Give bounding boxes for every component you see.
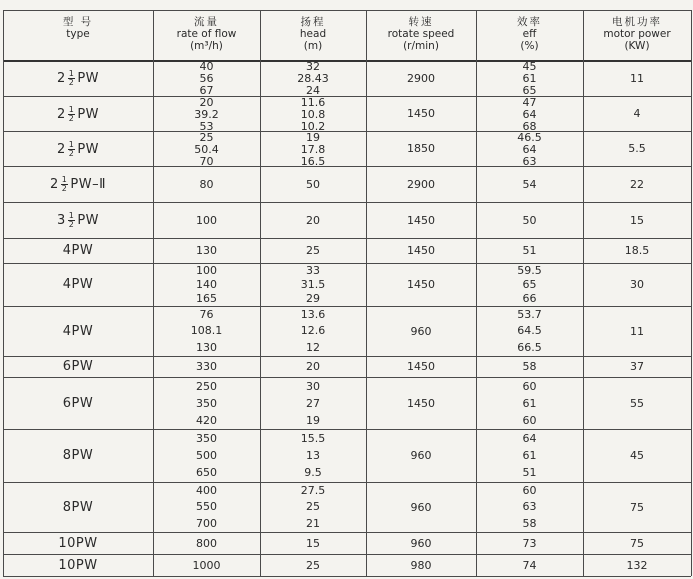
cell-model <box>3 357 153 377</box>
eff-value: 47 <box>522 96 537 109</box>
speed-value: 1450 <box>407 107 435 120</box>
header-unit-label: (%) <box>520 40 539 52</box>
header-cn-label: 转速 <box>408 16 434 28</box>
cell-model <box>3 239 153 263</box>
head-value: 11.6 <box>300 96 326 109</box>
header-cn-label: 扬程 <box>300 16 326 28</box>
speed-value: 960 <box>410 449 432 462</box>
cell-flow <box>153 533 260 554</box>
cell-model <box>3 430 153 482</box>
speed-value: 960 <box>410 500 432 514</box>
model-fraction <box>61 176 69 193</box>
cell-head <box>260 555 366 576</box>
cell-head <box>260 357 366 377</box>
cell-speed <box>366 307 476 356</box>
fraction-denominator: 2 <box>61 184 68 193</box>
head-value: 25 <box>306 500 320 514</box>
head-value: 32 <box>306 60 320 73</box>
header-unit-label: (r/min) <box>403 40 439 52</box>
cell-model <box>3 264 153 306</box>
power-value: 5.5 <box>628 142 646 155</box>
cell-flow <box>153 378 260 429</box>
header-en-label: head <box>299 28 327 40</box>
header-en-label: rate of flow <box>176 28 237 40</box>
cell-speed <box>366 483 476 532</box>
fraction-numerator: 1 <box>68 69 75 78</box>
eff-value: 53.7 <box>517 308 542 322</box>
eff-value: 61 <box>522 396 537 410</box>
head-value: 27 <box>306 396 320 410</box>
model-whole: 3 <box>56 213 66 228</box>
cell-speed <box>366 132 476 166</box>
pump-model: 4PW <box>62 323 94 339</box>
speed-value: 1450 <box>407 244 435 257</box>
fraction-numerator: 1 <box>68 104 75 114</box>
head-value: 20 <box>306 360 320 373</box>
cell-eff <box>476 97 583 131</box>
header-cell-power <box>583 16 691 58</box>
cell-eff <box>476 167 583 202</box>
speed-value: 960 <box>410 324 432 338</box>
header-cn-label: 型 号 <box>62 16 94 28</box>
eff-value: 60 <box>522 379 537 393</box>
flow-value: 40 <box>199 60 214 73</box>
cell-flow <box>153 97 260 131</box>
model-whole: 2 <box>56 141 66 157</box>
flow-value: 700 <box>196 516 217 530</box>
flow-value: 76 <box>199 308 214 322</box>
cell-power <box>583 61 691 96</box>
model-fraction <box>68 141 76 158</box>
cell-model <box>3 97 153 131</box>
flow-value: 56 <box>199 72 214 85</box>
cell-flow <box>153 357 260 377</box>
cell-speed <box>366 533 476 554</box>
header-cell-eff <box>476 16 583 58</box>
cell-model <box>3 533 153 554</box>
cell-model <box>3 132 153 166</box>
head-value: 19 <box>306 131 320 144</box>
cell-head <box>260 61 366 96</box>
cell-flow <box>153 239 260 263</box>
eff-value: 59.5 <box>517 264 542 277</box>
eff-value: 63 <box>522 155 537 168</box>
eff-value: 51 <box>522 244 537 257</box>
cell-power <box>583 167 691 202</box>
eff-value: 66 <box>522 292 537 305</box>
header-en-label: type <box>66 28 90 40</box>
cell-model <box>3 378 153 429</box>
cell-power <box>583 97 691 131</box>
flow-value: 650 <box>196 466 217 480</box>
power-value: 4 <box>633 107 641 120</box>
cell-head <box>260 378 366 429</box>
cell-head <box>260 307 366 356</box>
head-value: 30 <box>306 379 320 393</box>
eff-value: 64.5 <box>517 324 542 338</box>
flow-value: 100 <box>196 264 217 277</box>
speed-value: 2900 <box>407 71 435 85</box>
cell-speed <box>366 61 476 96</box>
fraction-denominator: 2 <box>68 220 75 229</box>
cell-flow <box>153 555 260 576</box>
cell-model <box>3 555 153 576</box>
flow-value: 350 <box>196 396 217 410</box>
header-cn-label: 效率 <box>517 16 542 28</box>
head-value: 17.8 <box>300 143 326 156</box>
flow-value: 25 <box>199 131 214 144</box>
cell-power <box>583 378 691 429</box>
eff-value: 46.5 <box>517 131 542 144</box>
speed-value: 1850 <box>407 142 435 155</box>
power-value: 45 <box>630 449 644 462</box>
cell-speed <box>366 97 476 131</box>
cell-speed <box>366 203 476 238</box>
cell-model <box>3 203 153 238</box>
model-whole: 2 <box>50 177 59 192</box>
head-value: 50 <box>306 177 320 191</box>
cell-power <box>583 533 691 554</box>
cell-flow <box>153 203 260 238</box>
head-value: 24 <box>306 84 320 97</box>
cell-eff <box>476 203 583 238</box>
fraction-numerator: 1 <box>61 175 68 184</box>
cell-power <box>583 357 691 377</box>
head-value: 15 <box>306 536 320 550</box>
cell-model <box>3 167 153 202</box>
power-value: 75 <box>630 536 644 550</box>
pump-model: 6PW <box>62 395 94 411</box>
cell-power <box>583 555 691 576</box>
power-value: 55 <box>630 396 644 410</box>
power-value: 22 <box>630 177 644 191</box>
flow-value: 130 <box>196 340 217 354</box>
cell-speed <box>366 264 476 306</box>
header-en-label: motor power <box>603 28 671 40</box>
head-value: 13 <box>306 448 320 462</box>
header-unit-label: (KW) <box>624 40 650 52</box>
model-suffix: PW <box>77 106 100 122</box>
pump-model: 10PW <box>58 557 98 573</box>
cell-eff <box>476 264 583 306</box>
cell-flow <box>153 167 260 202</box>
eff-value: 50 <box>522 213 537 227</box>
flow-value: 1000 <box>192 558 221 572</box>
flow-value: 550 <box>196 500 217 514</box>
flow-value: 140 <box>196 278 217 291</box>
header-unit-label: (m³/h) <box>190 40 223 52</box>
eff-value: 54 <box>522 177 537 191</box>
power-value: 15 <box>630 213 644 227</box>
cell-power <box>583 483 691 532</box>
eff-value: 68 <box>522 120 537 133</box>
cell-eff <box>476 430 583 482</box>
head-value: 10.8 <box>300 108 326 121</box>
cell-power <box>583 307 691 356</box>
flow-value: 80 <box>199 177 214 191</box>
flow-value: 130 <box>196 244 217 257</box>
head-value: 20 <box>306 213 320 227</box>
eff-value: 74 <box>522 558 537 572</box>
cell-speed <box>366 555 476 576</box>
speed-value: 1450 <box>407 278 435 291</box>
cell-head <box>260 430 366 482</box>
eff-value: 65 <box>522 278 537 291</box>
cell-flow <box>153 430 260 482</box>
flow-value: 330 <box>196 360 217 373</box>
cell-head <box>260 483 366 532</box>
head-value: 15.5 <box>300 431 326 445</box>
cell-speed <box>366 239 476 263</box>
eff-value: 60 <box>522 413 537 427</box>
fraction-denominator: 2 <box>68 148 75 158</box>
model-fraction <box>68 70 76 87</box>
eff-value: 58 <box>522 360 537 373</box>
cell-eff <box>476 483 583 532</box>
pump-model <box>57 106 99 123</box>
cell-head <box>260 167 366 202</box>
column-divider <box>691 10 692 576</box>
cell-head <box>260 97 366 131</box>
cell-eff <box>476 239 583 263</box>
model-whole: 2 <box>56 106 66 122</box>
flow-value: 500 <box>196 448 217 462</box>
cell-eff <box>476 378 583 429</box>
header-cn-label: 流量 <box>194 16 219 28</box>
head-value: 16.5 <box>300 155 326 168</box>
cell-power <box>583 430 691 482</box>
cell-model <box>3 61 153 96</box>
flow-value: 53 <box>199 120 214 133</box>
header-cell-speed <box>366 16 476 58</box>
pump-model <box>57 212 99 229</box>
pump-model: 10PW <box>58 535 98 551</box>
head-value: 25 <box>306 558 320 572</box>
power-value: 75 <box>630 500 644 514</box>
power-value: 37 <box>630 360 644 373</box>
speed-value: 1450 <box>407 213 435 227</box>
head-value: 10.2 <box>300 120 326 133</box>
cell-eff <box>476 533 583 554</box>
flow-value: 250 <box>196 379 217 393</box>
head-value: 28.43 <box>297 72 329 85</box>
speed-value: 1450 <box>407 360 435 373</box>
flow-value: 50.4 <box>194 143 219 156</box>
flow-value: 39.2 <box>194 108 219 121</box>
cell-speed <box>366 378 476 429</box>
cell-eff <box>476 307 583 356</box>
cell-flow <box>153 132 260 166</box>
fraction-numerator: 1 <box>68 139 75 149</box>
cell-speed <box>366 167 476 202</box>
head-value: 9.5 <box>304 466 322 480</box>
head-value: 12.6 <box>300 324 326 338</box>
speed-value: 980 <box>410 558 432 572</box>
eff-value: 73 <box>522 536 537 550</box>
flow-value: 108.1 <box>190 324 223 338</box>
cell-power <box>583 239 691 263</box>
row-divider <box>3 10 691 11</box>
model-suffix: PW <box>77 213 100 228</box>
cell-eff <box>476 61 583 96</box>
eff-value: 65 <box>522 84 537 97</box>
flow-value: 350 <box>196 431 217 445</box>
pump-model: 4PW <box>62 277 94 292</box>
cell-model <box>3 307 153 356</box>
flow-value: 67 <box>199 84 214 97</box>
header-en-label: rotate speed <box>387 28 455 40</box>
head-value: 31.5 <box>300 278 326 291</box>
power-value: 18.5 <box>624 244 650 257</box>
pump-model: 4PW <box>62 243 94 258</box>
head-value: 27.5 <box>300 484 326 498</box>
pump-model: 8PW <box>62 448 94 463</box>
power-value: 11 <box>630 71 644 85</box>
cell-eff <box>476 132 583 166</box>
head-value: 12 <box>306 340 320 354</box>
flow-value: 400 <box>196 484 217 498</box>
power-value: 132 <box>626 558 648 572</box>
eff-value: 66.5 <box>517 340 542 354</box>
header-en-label: eff <box>522 28 537 40</box>
model-whole: 2 <box>56 71 66 86</box>
model-suffix: PW <box>77 141 100 157</box>
fraction-numerator: 1 <box>68 211 75 220</box>
cell-speed <box>366 430 476 482</box>
cell-flow <box>153 264 260 306</box>
cell-head <box>260 264 366 306</box>
eff-value: 61 <box>522 448 537 462</box>
header-unit-label: (m) <box>303 40 323 52</box>
eff-value: 64 <box>522 143 537 156</box>
power-value: 11 <box>630 324 644 338</box>
head-value: 25 <box>306 244 320 257</box>
head-value: 29 <box>306 292 320 305</box>
cell-speed <box>366 357 476 377</box>
pump-model <box>50 176 106 193</box>
header-cn-label: 电机功率 <box>612 16 662 28</box>
model-suffix: PW <box>77 71 100 86</box>
eff-value: 63 <box>522 500 537 514</box>
cell-head <box>260 533 366 554</box>
row-divider <box>3 576 691 577</box>
eff-value: 51 <box>522 466 537 480</box>
cell-power <box>583 203 691 238</box>
fraction-denominator: 2 <box>68 113 75 123</box>
speed-value: 960 <box>410 536 432 550</box>
cell-flow <box>153 483 260 532</box>
head-value: 19 <box>306 413 320 427</box>
cell-model <box>3 483 153 532</box>
cell-eff <box>476 357 583 377</box>
eff-value: 58 <box>522 516 537 530</box>
flow-value: 165 <box>196 292 217 305</box>
speed-value: 1450 <box>407 396 435 410</box>
flow-value: 420 <box>196 413 217 427</box>
speed-value: 2900 <box>407 177 435 191</box>
eff-value: 60 <box>522 484 537 498</box>
head-value: 21 <box>306 516 320 530</box>
header-cell-flow <box>153 16 260 58</box>
pump-model: 6PW <box>62 359 94 374</box>
cell-head <box>260 203 366 238</box>
eff-value: 64 <box>522 431 537 445</box>
pump-model <box>57 70 99 87</box>
cell-flow <box>153 307 260 356</box>
cell-flow <box>153 61 260 96</box>
flow-value: 20 <box>199 96 214 109</box>
cell-power <box>583 264 691 306</box>
pump-model: 8PW <box>62 499 94 515</box>
fraction-denominator: 2 <box>68 78 75 87</box>
flow-value: 100 <box>196 213 217 227</box>
cell-head <box>260 239 366 263</box>
head-value: 33 <box>306 264 320 277</box>
eff-value: 45 <box>522 60 537 73</box>
cell-head <box>260 132 366 166</box>
eff-value: 64 <box>522 108 537 121</box>
cell-eff <box>476 555 583 576</box>
model-fraction <box>68 106 76 123</box>
header-cell-model <box>3 16 153 58</box>
pump-model <box>57 141 99 158</box>
power-value: 30 <box>630 278 644 291</box>
flow-value: 70 <box>199 155 214 168</box>
eff-value: 61 <box>522 72 537 85</box>
model-fraction <box>68 212 76 229</box>
model-suffix: PW–Ⅱ <box>70 177 106 192</box>
head-value: 13.6 <box>300 308 326 322</box>
cell-power <box>583 132 691 166</box>
flow-value: 800 <box>196 536 217 550</box>
header-cell-head <box>260 16 366 58</box>
